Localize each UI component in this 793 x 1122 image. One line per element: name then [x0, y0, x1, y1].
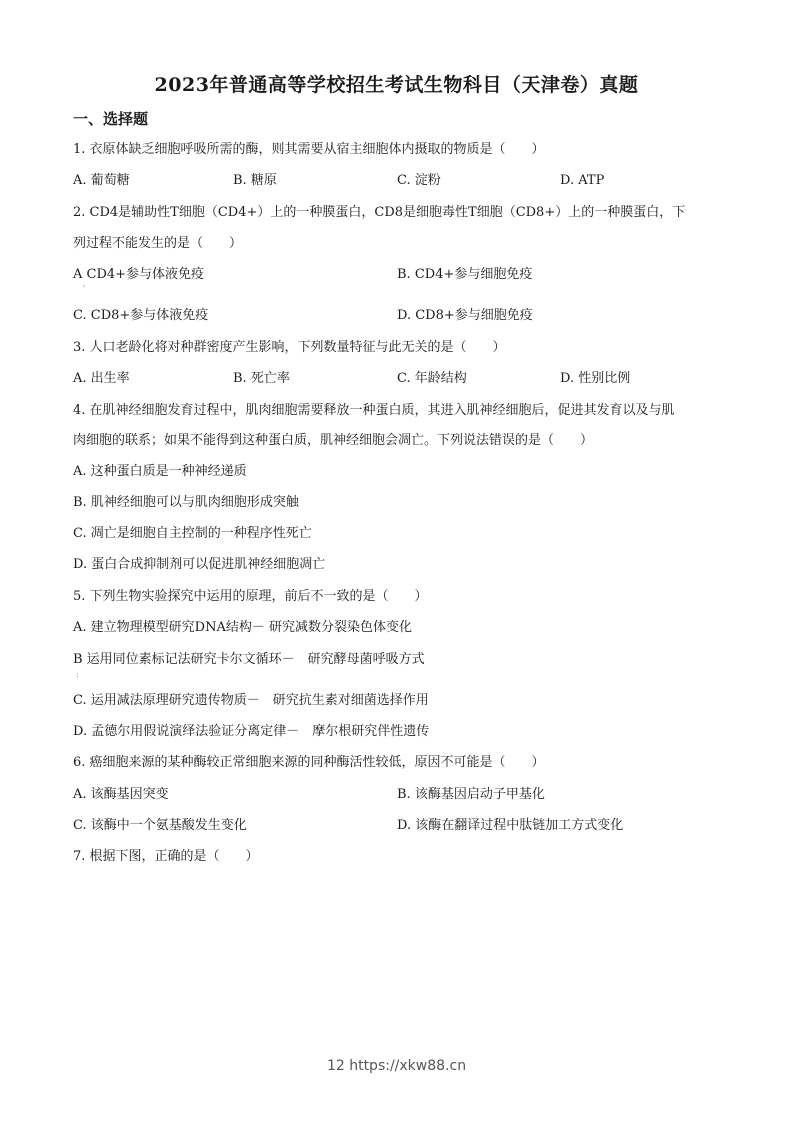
question-2-stem-line1: 2. CD4是辅助性T细胞（CD4+）上的一种膜蛋白，CD8是细胞毒性T细胞（CD8+）上的一种膜蛋白，下 [73, 205, 686, 220]
q5-option-a: A. 建立物理模型研究DNA结构－ 研究减数分裂染色体变化 [73, 620, 412, 635]
q1-option-b: B. 糖原 [233, 173, 277, 188]
q3-option-b: B. 死亡率 [233, 371, 290, 386]
question-4-stem-line2: 肉细胞的联系；如果不能得到这种蛋白质，肌神经细胞会凋亡。下列说法错误的是（ ） [73, 433, 594, 448]
q3-option-c: C. 年龄结构 [397, 371, 467, 386]
question-6-stem: 6. 癌细胞来源的某种酶较正常细胞来源的同种酶活性较低，原因不可能是（ ） [73, 755, 545, 770]
page-title: 2023年普通高等学校招生考试生物科目（天津卷）真题 [154, 74, 639, 96]
page-footer: 12 https://xkw88.cn [326, 1058, 467, 1074]
q1-option-d: D. ATP [560, 173, 605, 188]
q2-option-b: B. CD4+参与细胞免疫 [397, 267, 533, 282]
question-4-stem-line1: 4. 在肌神经细胞发育过程中，肌肉细胞需要释放一种蛋白质，其进入肌神经细胞后，促进其发育以及与肌 [73, 403, 675, 418]
section-heading: 一、选择题 [73, 110, 149, 128]
q1-option-c: C. 淀粉 [397, 173, 441, 188]
q2-option-a: A CD4+参与体液免疫 [73, 267, 205, 282]
q6-option-c: C. 该酶中一个氨基酸发生变化 [73, 818, 247, 833]
q1-option-a: A. 葡萄糖 [73, 173, 130, 188]
question-3-stem: 3. 人口老龄化将对种群密度产生影响，下列数量特征与此无关的是（ ） [73, 340, 506, 355]
q4-option-c: C. 凋亡是细胞自主控制的一种程序性死亡 [73, 526, 312, 541]
stray-mark: : [76, 670, 79, 679]
q5-option-b: B 运用同位素标记法研究卡尔文循环－ 研究酵母菌呼吸方式 [73, 652, 425, 667]
q4-option-b: B. 肌神经细胞可以与肌肉细胞形成突触 [73, 495, 299, 510]
question-2-stem-line2: 列过程不能发生的是（ ） [73, 236, 243, 251]
question-1-stem: 1. 衣原体缺乏细胞呼吸所需的酶，则其需要从宿主细胞体内摄取的物质是（ ） [73, 142, 545, 157]
q5-option-d: D. 孟德尔用假说演绎法验证分离定律－ 摩尔根研究伴性遗传 [73, 724, 430, 739]
q4-option-d: D. 蛋白合成抑制剂可以促进肌神经细胞凋亡 [73, 557, 326, 572]
question-7-stem: 7. 根据下图，正确的是（ ） [73, 849, 259, 864]
stray-mark: ' [83, 284, 86, 293]
q4-option-a: A. 这种蛋白质是一种神经递质 [73, 464, 247, 479]
q6-option-a: A. 该酶基因突变 [73, 787, 169, 802]
q3-option-d: D. 性别比例 [560, 371, 631, 386]
q3-option-a: A. 出生率 [73, 371, 130, 386]
q6-option-b: B. 该酶基因启动子甲基化 [397, 787, 545, 802]
q2-option-d: D. CD8+参与细胞免疫 [397, 308, 533, 323]
q5-option-c: C. 运用减法原理研究遗传物质－ 研究抗生素对细菌选择作用 [73, 693, 429, 708]
q2-option-c: C. CD8+参与体液免疫 [73, 308, 209, 323]
question-5-stem: 5. 下列生物实验探究中运用的原理，前后不一致的是（ ） [73, 589, 428, 604]
q6-option-d: D. 该酶在翻译过程中肽链加工方式变化 [397, 818, 624, 833]
